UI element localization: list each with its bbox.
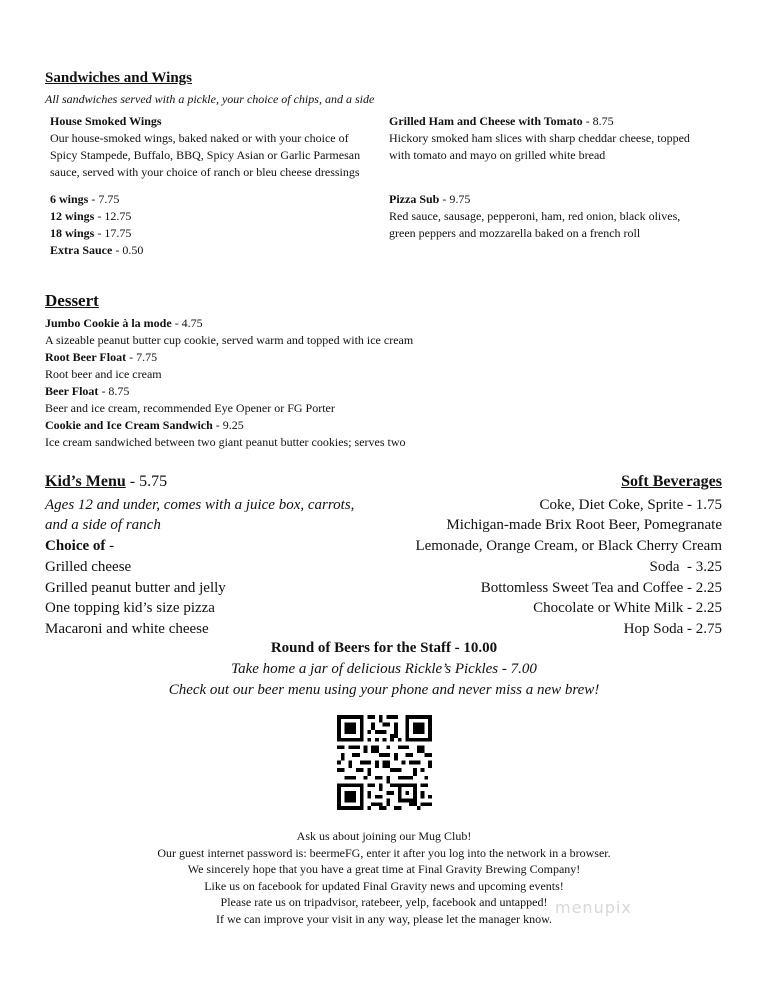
dessert-item-desc: Root beer and ice cream [45, 367, 162, 381]
wings-desc-line: Our house-smoked wings, baked naked or with your choice of [50, 131, 349, 145]
menupix-watermark: menupix [555, 898, 632, 917]
pizza-sub-desc-line: Red sauce, sausage, pepperoni, ham, red onion, black olives, [389, 209, 681, 223]
wings-price-row: 18 wings - 17.75 [50, 226, 132, 240]
sandwiches-heading: Sandwiches and Wings [45, 70, 193, 86]
dessert-item-name: Beer Float - 8.75 [45, 384, 130, 398]
kids-menu [45, 472, 354, 640]
dessert-item-name: Jumbo Cookie à la mode - 4.75 [45, 316, 203, 330]
footer-line: Like us on facebook for updated Final Gravity news and upcoming events! [204, 878, 564, 893]
ham-block [389, 113, 734, 164]
pizza-sub-price: - 9.75 [439, 192, 471, 206]
qr-code-icon[interactable] [337, 715, 432, 810]
footer-notes [0, 828, 768, 927]
wings-desc-line: sauce, served with your choice of ranch or bleu cheese dressings [50, 165, 360, 179]
beverage-line: Hop Soda - 2.75 [623, 620, 722, 637]
pizza-sub-block [389, 191, 734, 242]
dessert-heading: Dessert [45, 291, 99, 310]
footer-line: If we can improve your visit in any way, please let the manager know. [216, 911, 552, 926]
wings-price-row: Extra Sauce - 0.50 [50, 243, 144, 257]
dessert-item-desc: Beer and ice cream, recommended Eye Opener or FG Porter [45, 401, 335, 415]
wings-desc-line: Spicy Stampede, Buffalo, BBQ, Spicy Asian or Garlic Parmesan [50, 148, 361, 162]
dessert-item-name: Root Beer Float - 7.75 [45, 350, 158, 364]
ham-price: - 8.75 [582, 114, 614, 128]
beverage-line: Chocolate or White Milk - 2.25 [533, 600, 722, 617]
footer-line: We sincerely hope that you have a great time at Final Gravity Brewing Company! [187, 862, 581, 876]
wings-price-row: 12 wings - 12.75 [50, 209, 132, 223]
ham-desc-line: Hickory smoked ham slices with sharp cheddar cheese, topped [389, 131, 690, 145]
footer-line: Ask us about joining our Mug Club! [296, 829, 472, 843]
pickles-line: Take home a jar of delicious Rickle’s Pickles - 7.00 [231, 661, 537, 677]
kids-item: Grilled peanut butter and jelly [45, 579, 226, 596]
ham-name: Grilled Ham and Cheese with Tomato [389, 114, 583, 128]
dessert-item-name: Cookie and Ice Cream Sandwich - 9.25 [45, 418, 244, 432]
dessert-item-desc: Ice cream sandwiched between two giant peanut butter cookies; serves two [45, 435, 406, 449]
wings-name: House Smoked Wings [50, 114, 162, 128]
soft-beverages-heading: Soft Beverages [621, 473, 722, 490]
staff-round-line: Round of Beers for the Staff - 10.00 [270, 640, 498, 656]
soft-beverages [362, 472, 722, 640]
beer-menu-line: Check out our beer menu using your phone and never miss a new brew! [168, 682, 600, 698]
kids-desc-line: Ages 12 and under, comes with a juice box, carrots, [45, 496, 355, 513]
pizza-sub-name: Pizza Sub [389, 192, 440, 206]
kids-item: Grilled cheese [45, 558, 132, 575]
footer-line: Our guest internet password is: beermeFG, enter it after you log into the network in a browser. [157, 845, 611, 860]
kids-desc-line: and a side of ranch [45, 517, 161, 534]
sandwiches-subtitle: All sandwiches served with a pickle, your choice of chips, and a side [45, 92, 375, 106]
kids-item: Macaroni and white cheese [45, 620, 209, 637]
beverage-line: Lemonade, Orange Cream, or Black Cherry Cream [415, 538, 722, 555]
kids-menu-heading: Kid’s Menu - 5.75 [45, 473, 168, 490]
beverage-line: Soda - 3.25 [649, 558, 722, 575]
pizza-sub-desc-line: green peppers and mozzarella baked on a french roll [389, 226, 641, 240]
dessert-list [45, 315, 413, 451]
kids-choice-label: Choice of - [45, 538, 115, 555]
wings-block [50, 113, 385, 259]
beverage-line: Bottomless Sweet Tea and Coffee - 2.25 [480, 579, 722, 596]
beverage-line: Coke, Diet Coke, Sprite - 1.75 [539, 496, 722, 513]
ham-desc-line: with tomato and mayo on grilled white bread [389, 148, 606, 162]
beverage-line: Michigan-made Brix Root Beer, Pomegranate [446, 517, 722, 534]
kids-item: One topping kid’s size pizza [45, 600, 215, 617]
footer-line: Please rate us on tripadvisor, ratebeer, yelp, facebook and untapped! [220, 895, 548, 909]
wings-price-row: 6 wings - 7.75 [50, 192, 120, 206]
dessert-item-desc: A sizeable peanut butter cup cookie, served warm and topped with ice cream [45, 333, 414, 347]
